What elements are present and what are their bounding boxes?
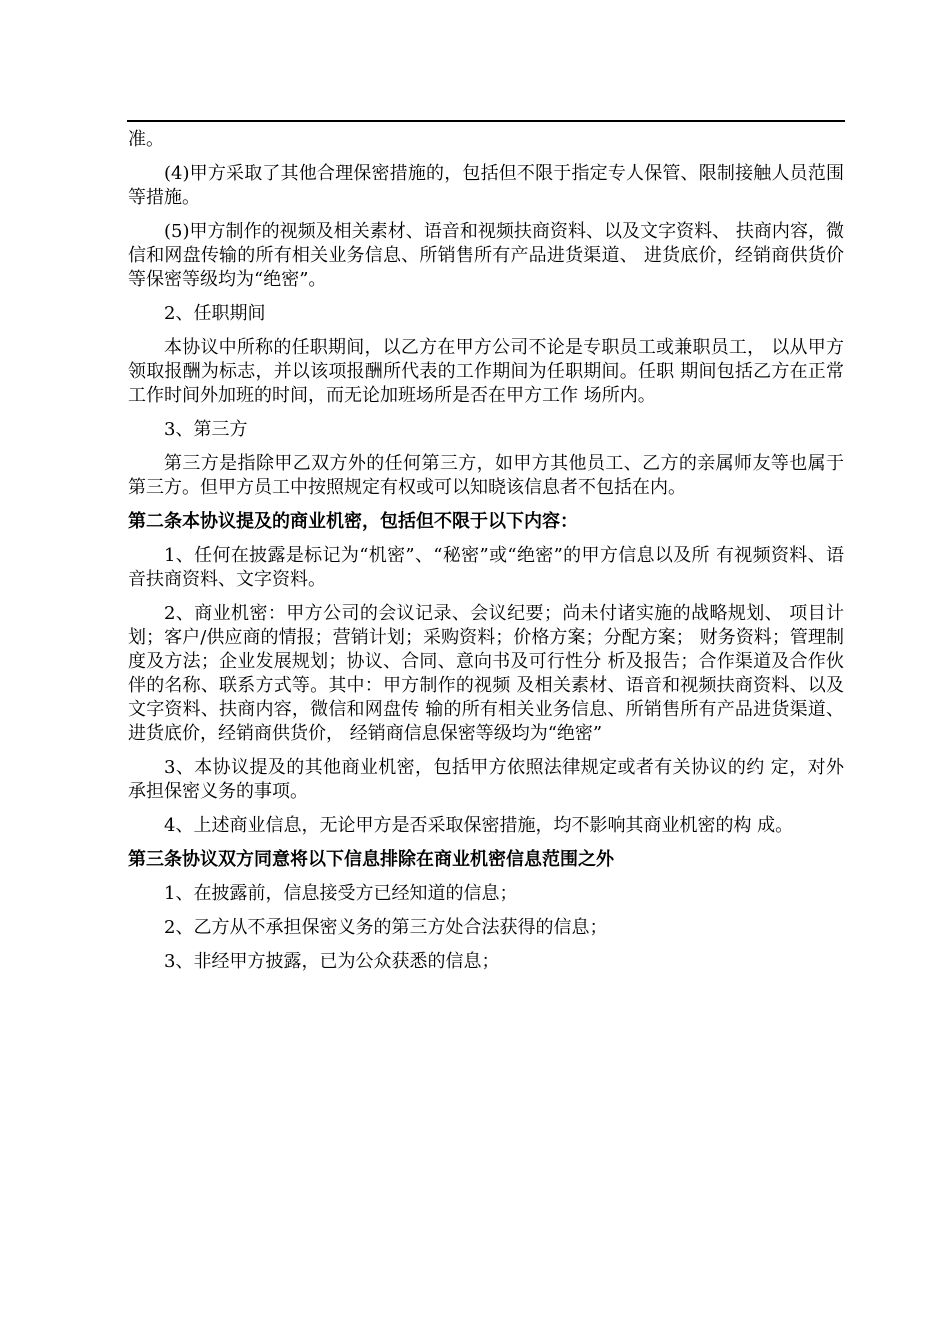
paragraph: 1、在披露前，信息接受方已经知道的信息； (164, 883, 518, 904)
paragraph: 3、非经甲方披露，已为公众获悉的信息； (164, 951, 500, 972)
paragraph: 准。 (128, 129, 164, 150)
section-heading: 第二条本协议提及的商业机密，包括但不限于以下内容： (128, 511, 578, 532)
paragraph: (5)甲方制作的视频及相关素材、语音和视频扶商资料、以及文字资料、 扶商内容，微信和网盘传输的所有相关业务信息、所销售所有产品进货渠道、 进货底价，经销商供货价等保密等级均为“绝密”。 (128, 221, 844, 290)
paragraph: 3、第三方 (164, 419, 248, 440)
paragraph: 2、商业机密：甲方公司的会议记录、会议纪要；尚未付诸实施的战略规划、 项目计划；客户/供应商的情报；营销计划；采购资料；价格方案；分配方案； 财务资料；管理制度及方法；企业发展规划；协议、合同、意向书及可行性分 析及报告；合作渠道及合作伙伴的名称、联系方式等。其中：甲方制作的视频 及相关素材、语音和视频扶商资料、以及文字资料、扶商内容，微信和网盘传 输的所有相关业务信息、所销售所有产品进货渠道、进货底价，经销商供货价， 经销商信息保密等级均为“绝密” (128, 603, 844, 744)
section-heading: 第三条协议双方同意将以下信息排除在商业机密信息范围之外 (128, 849, 614, 870)
paragraph: 2、乙方从不承担保密义务的第三方处合法获得的信息； (164, 917, 608, 938)
header-rule (127, 120, 845, 122)
paragraph: 2、任职期间 (164, 303, 266, 324)
paragraph: 4、上述商业信息，无论甲方是否采取保密措施，均不影响其商业机密的构 成。 (164, 815, 794, 836)
paragraph: 3、本协议提及的其他商业机密，包括甲方依照法律规定或者有关协议的约 定，对外承担保密义务的事项。 (128, 757, 844, 802)
paragraph: (4)甲方采取了其他合理保密措施的，包括但不限于指定专人保管、限制接触人员范围等措施。 (128, 163, 844, 208)
paragraph: 本协议中所称的任职期间，以乙方在甲方公司不论是专职员工或兼职员工， 以从甲方领取报酬为标志，并以该项报酬所代表的工作期间为任职期间。任职 期间包括乙方在正常工作时间外加班的时间，而无论加班场所是否在甲方工作 场所内。 (128, 337, 844, 406)
paragraph: 第三方是指除甲乙双方外的任何第三方，如甲方其他员工、乙方的亲属师友等也属于第三方。但甲方员工中按照规定有权或可以知晓该信息者不包括在内。 (128, 453, 844, 498)
paragraph: 1、任何在披露是标记为“机密”、“秘密”或“绝密”的甲方信息以及所 有视频资料、语音扶商资料、文字资料。 (128, 545, 844, 590)
document-body (128, 128, 844, 984)
